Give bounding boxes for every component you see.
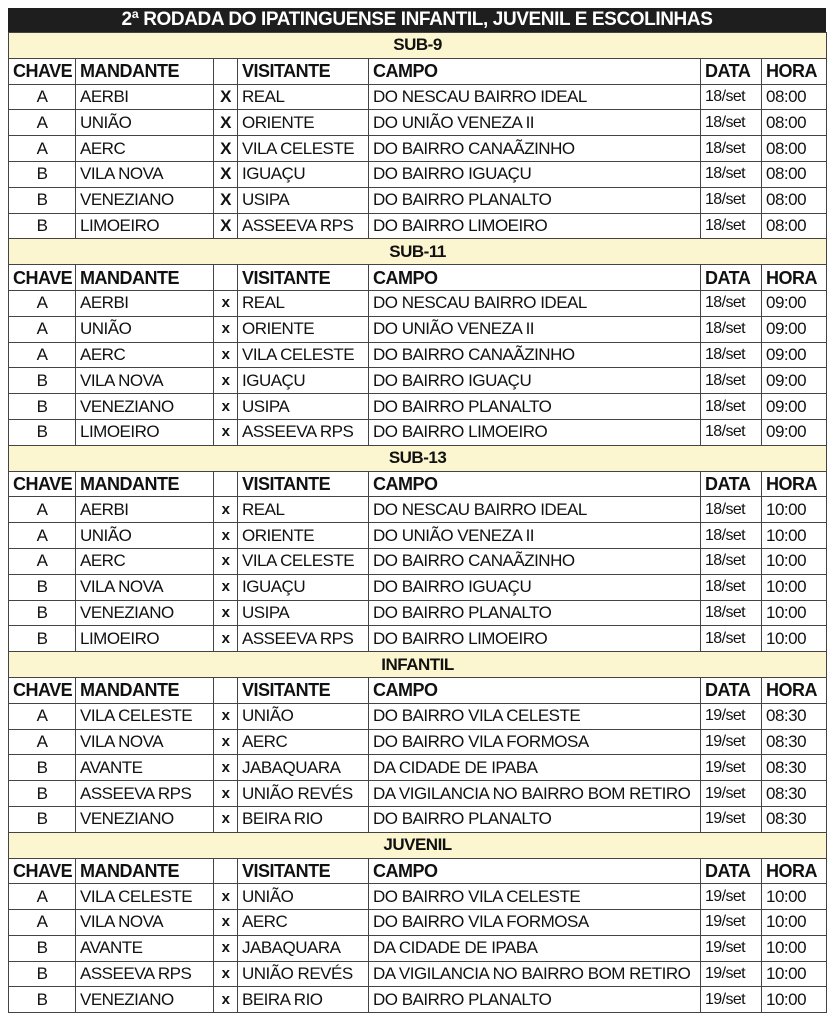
cell-data: 18/set: [701, 342, 762, 368]
section-header-row: [9, 652, 827, 678]
cell-chave: B: [9, 781, 76, 807]
cell-mandante: AERBI: [76, 497, 214, 523]
table-row: [9, 600, 827, 626]
cell-visitante: ASSEEVA RPS: [238, 626, 369, 652]
cell-mandante: VILA CELESTE: [76, 703, 214, 729]
section-title: JUVENIL: [9, 832, 827, 858]
cell-data: 18/set: [701, 626, 762, 652]
cell-hora: 10:00: [762, 884, 827, 910]
cell-mandante: LIMOEIRO: [76, 213, 214, 239]
cell-visitante: USIPA: [238, 600, 369, 626]
cell-chave: B: [9, 755, 76, 781]
cell-mandante: AVANTE: [76, 755, 214, 781]
cell-data: 19/set: [701, 961, 762, 987]
cell-mandante: VILA NOVA: [76, 161, 214, 187]
column-header-row: [9, 265, 827, 291]
cell-mandante: AERBI: [76, 84, 214, 110]
cell-data: 18/set: [701, 316, 762, 342]
cell-visitante: BEIRA RIO: [238, 806, 369, 832]
cell-hora: 08:30: [762, 729, 827, 755]
cell-chave: B: [9, 187, 76, 213]
cell-hora: 10:00: [762, 523, 827, 549]
cell-visitante: REAL: [238, 497, 369, 523]
cell-hora: 08:00: [762, 187, 827, 213]
cell-campo: DO BAIRRO IGUAÇU: [369, 574, 701, 600]
cell-vs: x: [214, 316, 238, 342]
table-row: [9, 523, 827, 549]
cell-chave: A: [9, 548, 76, 574]
cell-chave: B: [9, 368, 76, 394]
table-row: [9, 394, 827, 420]
column-header-vs: [214, 58, 238, 84]
table-row: [9, 626, 827, 652]
cell-vs: x: [214, 419, 238, 445]
cell-campo: DO BAIRRO VILA CELESTE: [369, 884, 701, 910]
cell-vs: x: [214, 394, 238, 420]
cell-campo: DO BAIRRO VILA FORMOSA: [369, 729, 701, 755]
cell-data: 19/set: [701, 703, 762, 729]
cell-hora: 09:00: [762, 342, 827, 368]
cell-campo: DO BAIRRO CANAÃZINHO: [369, 548, 701, 574]
column-header-visitante: VISITANTE: [238, 58, 369, 84]
column-header-visitante: VISITANTE: [238, 677, 369, 703]
cell-campo: DO BAIRRO PLANALTO: [369, 806, 701, 832]
cell-vs: x: [214, 987, 238, 1013]
table-row: [9, 368, 827, 394]
cell-mandante: UNIÃO: [76, 523, 214, 549]
cell-hora: 10:00: [762, 910, 827, 936]
cell-hora: 08:00: [762, 84, 827, 110]
cell-hora: 08:30: [762, 755, 827, 781]
column-header-chave: CHAVE: [9, 265, 76, 291]
cell-visitante: USIPA: [238, 394, 369, 420]
cell-hora: 08:00: [762, 161, 827, 187]
cell-vs: x: [214, 574, 238, 600]
column-header-data: DATA: [701, 471, 762, 497]
cell-mandante: VENEZIANO: [76, 187, 214, 213]
cell-mandante: VILA NOVA: [76, 574, 214, 600]
table-row: [9, 781, 827, 807]
cell-mandante: VENEZIANO: [76, 987, 214, 1013]
cell-vs: x: [214, 523, 238, 549]
column-header-mandante: MANDANTE: [76, 471, 214, 497]
cell-visitante: VILA CELESTE: [238, 548, 369, 574]
cell-campo: DO BAIRRO LIMOEIRO: [369, 213, 701, 239]
cell-mandante: VILA CELESTE: [76, 884, 214, 910]
cell-vs: x: [214, 600, 238, 626]
cell-data: 19/set: [701, 884, 762, 910]
cell-chave: B: [9, 161, 76, 187]
cell-vs: X: [214, 136, 238, 162]
cell-vs: x: [214, 884, 238, 910]
cell-hora: 09:00: [762, 394, 827, 420]
cell-mandante: AERC: [76, 342, 214, 368]
table-row: [9, 110, 827, 136]
table-row: [9, 213, 827, 239]
cell-vs: x: [214, 548, 238, 574]
table-row: [9, 290, 827, 316]
cell-campo: DO BAIRRO VILA FORMOSA: [369, 910, 701, 936]
column-header-vs: [214, 471, 238, 497]
cell-data: 18/set: [701, 290, 762, 316]
cell-vs: X: [214, 161, 238, 187]
cell-chave: A: [9, 316, 76, 342]
column-header-data: DATA: [701, 858, 762, 884]
cell-data: 18/set: [701, 213, 762, 239]
cell-data: 18/set: [701, 110, 762, 136]
cell-visitante: JABAQUARA: [238, 935, 369, 961]
cell-hora: 10:00: [762, 600, 827, 626]
cell-chave: B: [9, 626, 76, 652]
table-row: [9, 574, 827, 600]
cell-visitante: REAL: [238, 84, 369, 110]
section-title: SUB-9: [9, 33, 827, 59]
cell-data: 18/set: [701, 574, 762, 600]
cell-data: 18/set: [701, 84, 762, 110]
cell-data: 19/set: [701, 781, 762, 807]
column-header-vs: [214, 858, 238, 884]
cell-hora: 09:00: [762, 368, 827, 394]
cell-data: 18/set: [701, 368, 762, 394]
section-header-row: [9, 239, 827, 265]
cell-hora: 08:30: [762, 703, 827, 729]
column-header-hora: HORA: [762, 677, 827, 703]
cell-vs: x: [214, 961, 238, 987]
column-header-row: [9, 858, 827, 884]
cell-visitante: UNIÃO REVÉS: [238, 781, 369, 807]
cell-visitante: VILA CELESTE: [238, 136, 369, 162]
table-row: [9, 187, 827, 213]
column-header-chave: CHAVE: [9, 58, 76, 84]
cell-chave: B: [9, 394, 76, 420]
cell-vs: x: [214, 497, 238, 523]
cell-vs: X: [214, 84, 238, 110]
cell-campo: DO UNIÃO VENEZA II: [369, 316, 701, 342]
cell-campo: DA CIDADE DE IPABA: [369, 755, 701, 781]
table-row: [9, 316, 827, 342]
cell-visitante: ORIENTE: [238, 523, 369, 549]
cell-hora: 09:00: [762, 316, 827, 342]
table-row: [9, 806, 827, 832]
table-row: [9, 342, 827, 368]
cell-campo: DO BAIRRO PLANALTO: [369, 987, 701, 1013]
table-row: [9, 755, 827, 781]
column-header-visitante: VISITANTE: [238, 265, 369, 291]
column-header-chave: CHAVE: [9, 471, 76, 497]
cell-campo: DO UNIÃO VENEZA II: [369, 523, 701, 549]
cell-vs: x: [214, 935, 238, 961]
cell-visitante: AERC: [238, 910, 369, 936]
cell-campo: DO BAIRRO LIMOEIRO: [369, 626, 701, 652]
section-header-row: [9, 832, 827, 858]
cell-visitante: IGUAÇU: [238, 574, 369, 600]
cell-campo: DA VIGILANCIA NO BAIRRO BOM RETIRO: [369, 961, 701, 987]
cell-vs: x: [214, 703, 238, 729]
page-title: 2ª RODADA DO IPATINGUENSE INFANTIL, JUVENIL E ESCOLINHAS: [8, 8, 826, 32]
cell-visitante: REAL: [238, 290, 369, 316]
cell-visitante: ASSEEVA RPS: [238, 213, 369, 239]
column-header-campo: CAMPO: [369, 471, 701, 497]
cell-visitante: UNIÃO: [238, 703, 369, 729]
cell-chave: B: [9, 961, 76, 987]
cell-hora: 09:00: [762, 419, 827, 445]
column-header-campo: CAMPO: [369, 265, 701, 291]
cell-data: 18/set: [701, 161, 762, 187]
cell-visitante: BEIRA RIO: [238, 987, 369, 1013]
cell-mandante: VILA NOVA: [76, 910, 214, 936]
cell-chave: A: [9, 910, 76, 936]
cell-chave: B: [9, 574, 76, 600]
cell-campo: DO NESCAU BAIRRO IDEAL: [369, 84, 701, 110]
cell-hora: 08:00: [762, 213, 827, 239]
cell-hora: 09:00: [762, 290, 827, 316]
cell-visitante: JABAQUARA: [238, 755, 369, 781]
column-header-campo: CAMPO: [369, 58, 701, 84]
cell-vs: x: [214, 781, 238, 807]
cell-data: 18/set: [701, 394, 762, 420]
cell-mandante: AERC: [76, 548, 214, 574]
cell-mandante: UNIÃO: [76, 110, 214, 136]
column-header-row: [9, 471, 827, 497]
section-title: SUB-11: [9, 239, 827, 265]
column-header-campo: CAMPO: [369, 858, 701, 884]
cell-mandante: AERC: [76, 136, 214, 162]
cell-data: 19/set: [701, 755, 762, 781]
cell-visitante: USIPA: [238, 187, 369, 213]
cell-campo: DO NESCAU BAIRRO IDEAL: [369, 290, 701, 316]
column-header-vs: [214, 265, 238, 291]
table-row: [9, 961, 827, 987]
table-row: [9, 136, 827, 162]
table-row: [9, 935, 827, 961]
cell-visitante: ORIENTE: [238, 316, 369, 342]
cell-campo: DO BAIRRO PLANALTO: [369, 600, 701, 626]
cell-data: 19/set: [701, 935, 762, 961]
cell-chave: B: [9, 419, 76, 445]
cell-visitante: IGUAÇU: [238, 161, 369, 187]
cell-campo: DO UNIÃO VENEZA II: [369, 110, 701, 136]
column-header-data: DATA: [701, 677, 762, 703]
cell-data: 18/set: [701, 136, 762, 162]
table-row: [9, 497, 827, 523]
column-header-row: [9, 677, 827, 703]
cell-chave: A: [9, 729, 76, 755]
cell-campo: DO BAIRRO IGUAÇU: [369, 368, 701, 394]
cell-chave: A: [9, 497, 76, 523]
cell-visitante: AERC: [238, 729, 369, 755]
cell-hora: 10:00: [762, 987, 827, 1013]
table-row: [9, 703, 827, 729]
column-header-vs: [214, 677, 238, 703]
cell-visitante: IGUAÇU: [238, 368, 369, 394]
cell-visitante: UNIÃO REVÉS: [238, 961, 369, 987]
cell-campo: DA VIGILANCIA NO BAIRRO BOM RETIRO: [369, 781, 701, 807]
cell-chave: A: [9, 110, 76, 136]
table-row: [9, 987, 827, 1013]
column-header-row: [9, 58, 827, 84]
cell-vs: X: [214, 187, 238, 213]
section-header-row: [9, 445, 827, 471]
cell-data: 18/set: [701, 497, 762, 523]
cell-data: 18/set: [701, 600, 762, 626]
column-header-hora: HORA: [762, 858, 827, 884]
cell-data: 19/set: [701, 729, 762, 755]
cell-data: 19/set: [701, 910, 762, 936]
cell-hora: 08:30: [762, 781, 827, 807]
cell-campo: DO NESCAU BAIRRO IDEAL: [369, 497, 701, 523]
cell-vs: x: [214, 755, 238, 781]
cell-visitante: ORIENTE: [238, 110, 369, 136]
cell-vs: x: [214, 729, 238, 755]
cell-vs: x: [214, 910, 238, 936]
cell-mandante: LIMOEIRO: [76, 626, 214, 652]
cell-data: 19/set: [701, 806, 762, 832]
table-row: [9, 884, 827, 910]
column-header-data: DATA: [701, 58, 762, 84]
cell-campo: DO BAIRRO PLANALTO: [369, 187, 701, 213]
cell-mandante: LIMOEIRO: [76, 419, 214, 445]
cell-mandante: UNIÃO: [76, 316, 214, 342]
column-header-visitante: VISITANTE: [238, 471, 369, 497]
cell-vs: x: [214, 806, 238, 832]
section-title: SUB-13: [9, 445, 827, 471]
cell-hora: 10:00: [762, 626, 827, 652]
cell-mandante: VILA NOVA: [76, 368, 214, 394]
column-header-hora: HORA: [762, 58, 827, 84]
section-title: INFANTIL: [9, 652, 827, 678]
schedule-table-body: [9, 33, 827, 1013]
cell-hora: 08:00: [762, 110, 827, 136]
cell-hora: 10:00: [762, 574, 827, 600]
column-header-data: DATA: [701, 265, 762, 291]
cell-visitante: ASSEEVA RPS: [238, 419, 369, 445]
schedule-table: [8, 32, 827, 1013]
cell-hora: 10:00: [762, 935, 827, 961]
cell-vs: X: [214, 213, 238, 239]
cell-vs: x: [214, 342, 238, 368]
schedule-sheet: [8, 8, 826, 1013]
cell-hora: 08:00: [762, 136, 827, 162]
cell-mandante: ASSEEVA RPS: [76, 781, 214, 807]
cell-campo: DO BAIRRO PLANALTO: [369, 394, 701, 420]
cell-chave: B: [9, 600, 76, 626]
cell-chave: B: [9, 935, 76, 961]
table-row: [9, 548, 827, 574]
cell-mandante: AERBI: [76, 290, 214, 316]
column-header-hora: HORA: [762, 265, 827, 291]
cell-campo: DO BAIRRO LIMOEIRO: [369, 419, 701, 445]
column-header-campo: CAMPO: [369, 677, 701, 703]
cell-mandante: ASSEEVA RPS: [76, 961, 214, 987]
cell-data: 19/set: [701, 987, 762, 1013]
cell-hora: 10:00: [762, 548, 827, 574]
cell-mandante: VILA NOVA: [76, 729, 214, 755]
cell-data: 18/set: [701, 419, 762, 445]
cell-campo: DO BAIRRO CANAÃZINHO: [369, 136, 701, 162]
cell-mandante: VENEZIANO: [76, 806, 214, 832]
cell-vs: x: [214, 368, 238, 394]
column-header-mandante: MANDANTE: [76, 858, 214, 884]
cell-hora: 10:00: [762, 497, 827, 523]
column-header-mandante: MANDANTE: [76, 677, 214, 703]
cell-data: 18/set: [701, 187, 762, 213]
table-row: [9, 161, 827, 187]
column-header-mandante: MANDANTE: [76, 58, 214, 84]
cell-campo: DO BAIRRO VILA CELESTE: [369, 703, 701, 729]
cell-chave: A: [9, 703, 76, 729]
cell-chave: B: [9, 987, 76, 1013]
cell-hora: 08:30: [762, 806, 827, 832]
cell-chave: A: [9, 342, 76, 368]
column-header-chave: CHAVE: [9, 677, 76, 703]
cell-mandante: VENEZIANO: [76, 394, 214, 420]
table-row: [9, 419, 827, 445]
cell-data: 18/set: [701, 548, 762, 574]
column-header-mandante: MANDANTE: [76, 265, 214, 291]
section-header-row: [9, 33, 827, 59]
column-header-chave: CHAVE: [9, 858, 76, 884]
cell-campo: DA CIDADE DE IPABA: [369, 935, 701, 961]
cell-visitante: VILA CELESTE: [238, 342, 369, 368]
cell-mandante: VENEZIANO: [76, 600, 214, 626]
cell-chave: A: [9, 290, 76, 316]
cell-vs: X: [214, 110, 238, 136]
cell-hora: 10:00: [762, 961, 827, 987]
table-row: [9, 84, 827, 110]
cell-chave: A: [9, 884, 76, 910]
cell-campo: DO BAIRRO CANAÃZINHO: [369, 342, 701, 368]
column-header-hora: HORA: [762, 471, 827, 497]
cell-chave: A: [9, 84, 76, 110]
cell-chave: A: [9, 523, 76, 549]
cell-chave: B: [9, 213, 76, 239]
table-row: [9, 729, 827, 755]
cell-chave: B: [9, 806, 76, 832]
cell-data: 18/set: [701, 523, 762, 549]
cell-vs: x: [214, 626, 238, 652]
table-row: [9, 910, 827, 936]
cell-mandante: AVANTE: [76, 935, 214, 961]
cell-vs: x: [214, 290, 238, 316]
cell-campo: DO BAIRRO IGUAÇU: [369, 161, 701, 187]
column-header-visitante: VISITANTE: [238, 858, 369, 884]
cell-visitante: UNIÃO: [238, 884, 369, 910]
cell-chave: A: [9, 136, 76, 162]
